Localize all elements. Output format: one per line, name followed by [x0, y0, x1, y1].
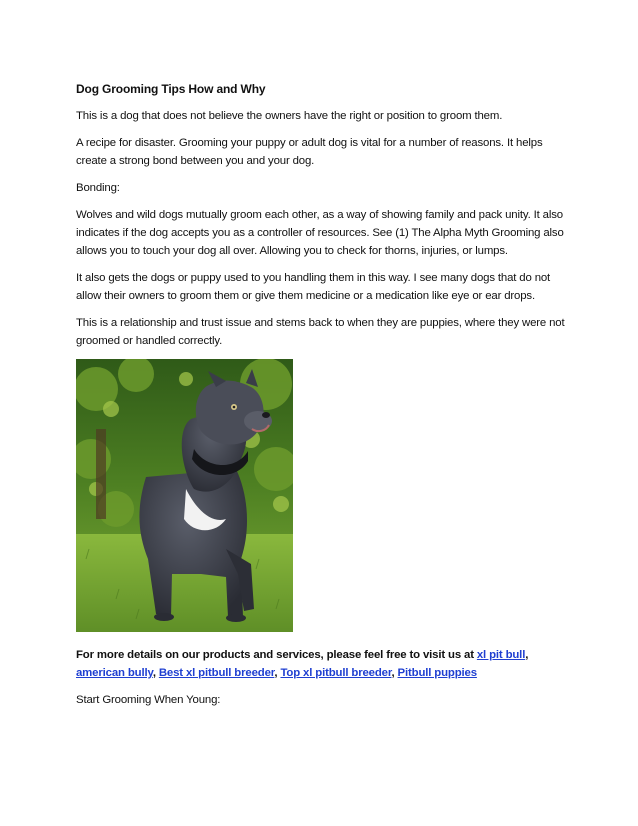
section-heading-start-grooming: Start Grooming When Young: [76, 694, 221, 706]
paragraph-5: This is a relationship and trust issue and stems back to when they are puppies, where they were not groomed or handled correctly. [76, 317, 565, 347]
section-heading-bonding: Bonding: [76, 182, 120, 194]
paragraph-1: This is a dog that does not believe the owners have the right or position to groom them. [76, 110, 503, 122]
link-pitbull-puppies[interactable]: Pitbull puppies [397, 667, 477, 679]
document-body [76, 80, 566, 718]
promo-separator: , [274, 667, 281, 679]
promo-separator: , [152, 667, 159, 679]
link-top-xl-pitbull-breeder[interactable]: Top xl pitbull breeder [280, 667, 392, 679]
paragraph-2: A recipe for disaster. Grooming your puppy or adult dog is vital for a number of reasons. It helps create a strong bond between you and your dog. [76, 137, 543, 167]
link-xl-pit-bull[interactable]: xl pit bull [476, 649, 526, 661]
paragraph-3: Wolves and wild dogs mutually groom each other, as a way of showing family and pack unity. It also indicates if the dog accepts you as a controller of resources. See (1) The Alpha Myth Grooming also allows you to touch your dog all over. Allowing you to check for thorns, injuries, or lumps. [76, 209, 564, 257]
paragraph-4: It also gets the dogs or puppy used to you handling them in this way. I see many dogs that do not allow their owners to groom them or give them medicine or a medication like eye or ear drops. [76, 272, 551, 302]
promo-separator: , [525, 649, 529, 661]
promo-separator: , [391, 667, 398, 679]
pitbull-photo-illustration [76, 359, 293, 632]
page-title: Dog Grooming Tips How and Why [76, 82, 266, 96]
link-american-bully[interactable]: american bully [76, 667, 153, 679]
link-best-xl-pitbull-breeder[interactable]: Best xl pitbull breeder [158, 667, 275, 679]
promo-lead-text: For more details on our products and services, please feel free to visit us at [76, 649, 477, 661]
dog-photo [76, 359, 293, 632]
promo-paragraph [76, 646, 566, 682]
